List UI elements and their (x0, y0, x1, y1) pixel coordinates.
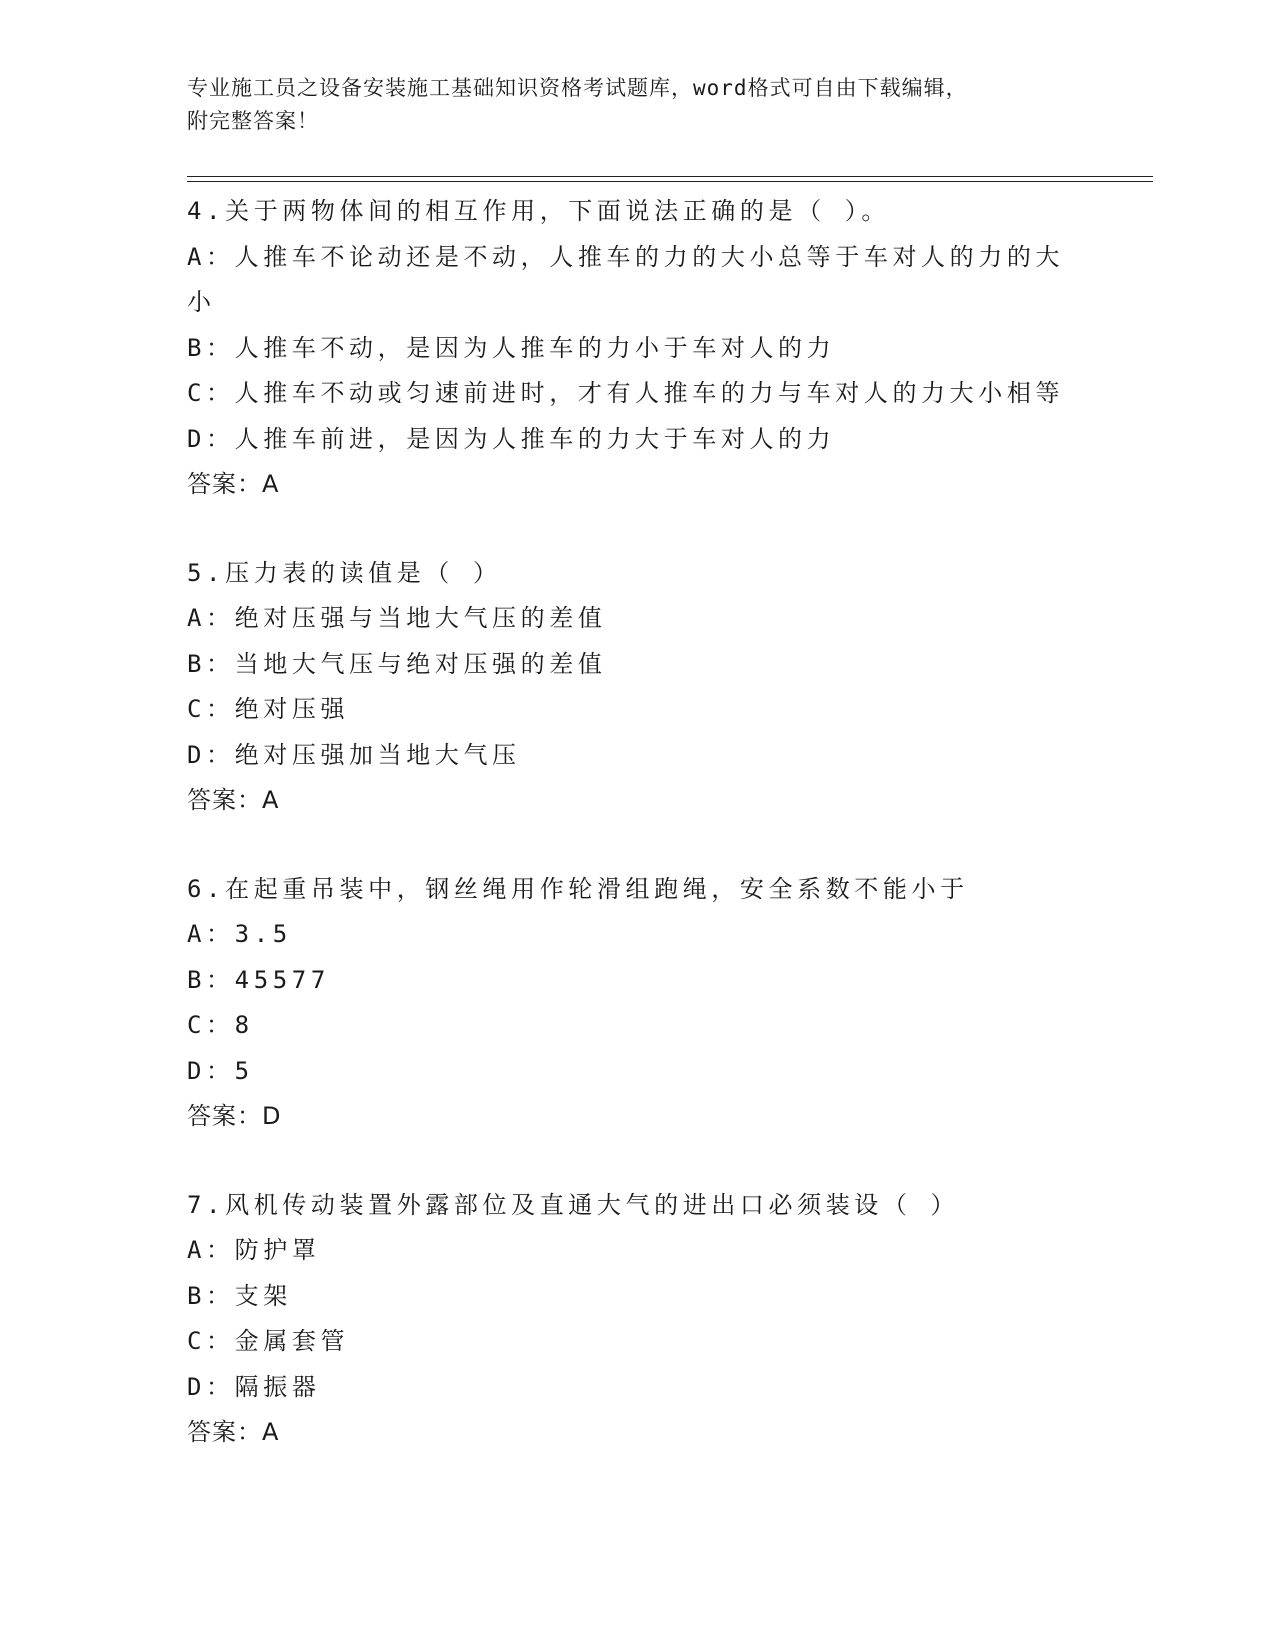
question-stem: 4.关于两物体间的相互作用，下面说法正确的是（ ）。 (187, 197, 890, 225)
option-b: B：45577 (187, 965, 330, 994)
option-a: A：防护罩 (187, 1236, 321, 1264)
header-divider-bottom (187, 181, 1153, 182)
answer-line: 答案：D (187, 1102, 282, 1130)
answer-line: 答案：A (187, 786, 280, 814)
question-7 (187, 1183, 1087, 1456)
option-b: B：人推车不动，是因为人推车的力小于车对人的力 (187, 333, 836, 362)
option-b: B：当地大气压与绝对压强的差值 (187, 649, 607, 678)
option-d: D：5 (187, 1056, 254, 1085)
option-c: C：8 (187, 1011, 254, 1039)
option-d: D：绝对压强加当地大气压 (187, 740, 521, 769)
header-line-1: 专业施工员之设备安装施工基础知识资格考试题库，word格式可自由下载编辑， (187, 76, 968, 100)
option-b: B：支架 (187, 1281, 292, 1310)
header-divider-top (187, 176, 1153, 177)
question-stem: 6.在起重吊装中，钢丝绳用作轮滑组跑绳，安全系数不能小于 (187, 874, 969, 903)
question-stem: 5.压力表的读值是（ ） (187, 558, 502, 587)
header-line-2: 附完整答案！ (187, 109, 319, 133)
option-c: C：金属套管 (187, 1327, 350, 1355)
question-list (187, 189, 1087, 1499)
option-d: D：隔振器 (187, 1372, 321, 1401)
option-c: C：绝对压强 (187, 695, 350, 723)
answer-line: 答案：A (187, 470, 280, 498)
option-c: C：人推车不动或匀速前进时，才有人推车的力与车对人的力大小相等 (187, 379, 1065, 407)
option-d: D：人推车前进，是因为人推车的力大于车对人的力 (187, 424, 836, 453)
option-a: A：绝对压强与当地大气压的差值 (187, 604, 607, 632)
document-header (187, 72, 1067, 138)
option-a: A：3.5 (187, 920, 292, 948)
question-5 (187, 551, 1087, 824)
question-4 (187, 189, 1087, 508)
question-6 (187, 867, 1087, 1140)
answer-line: 答案：A (187, 1418, 280, 1446)
question-stem: 7.风机传动装置外露部位及直通大气的进出口必须装设（ ） (187, 1190, 960, 1219)
option-a: A：人推车不论动还是不动，人推车的力的大小总等于车对人的力的大小 (187, 242, 1065, 316)
